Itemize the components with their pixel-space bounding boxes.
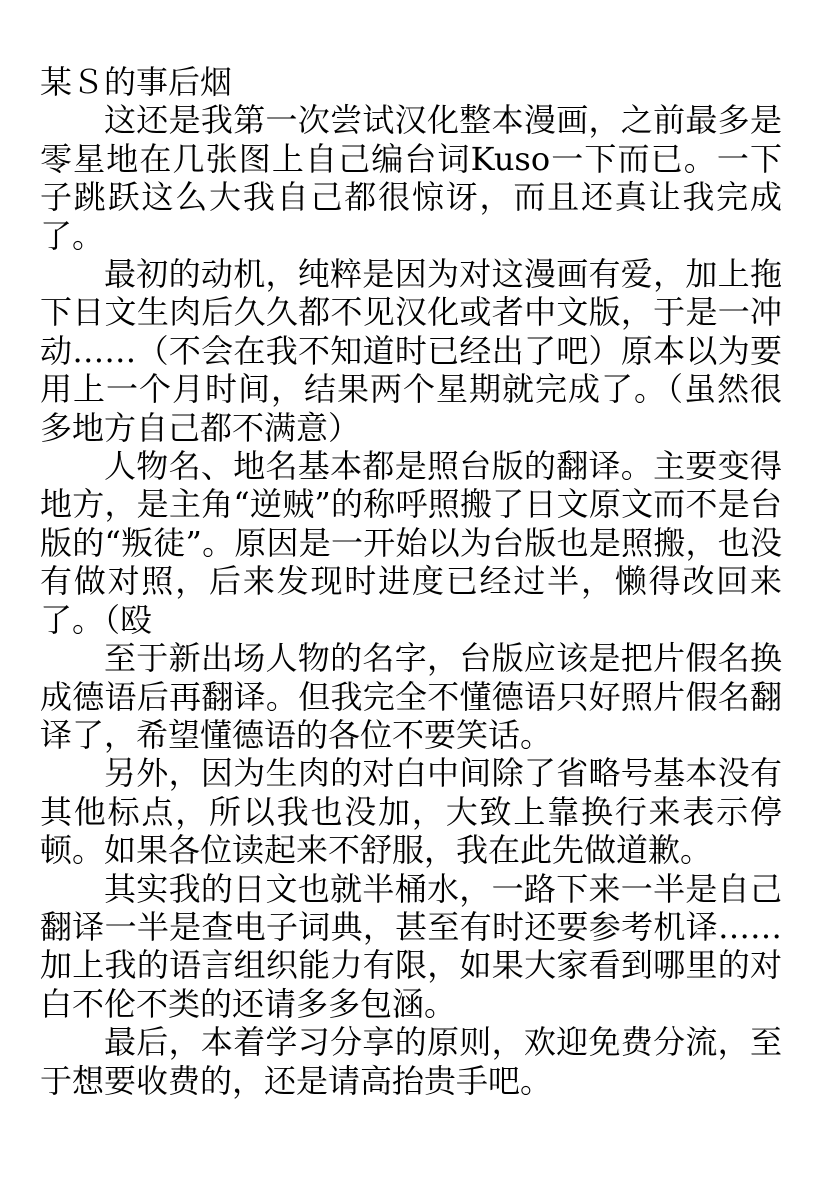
paragraph-sharing: 最后，本着学习分享的原则，欢迎免费分流，至于想要收费的，还是请高抬贵手吧。 bbox=[40, 1023, 782, 1100]
paragraph-motivation: 最初的动机，纯粹是因为对这漫画有爱，加上拖下日文生肉后久久都不见汉化或者中文版，于是一冲动……（不会在我不知道时已经出了吧）原本以为要用上一个月时间，结果两个星期就完成了。（虽然很多地方自己都不满意） bbox=[40, 255, 782, 447]
paragraph-japanese-level: 其实我的日文也就半桶水，一路下来一半是自己翻译一半是查电子词典，甚至有时还要参考机译……加上我的语言组织能力有限，如果大家看到哪里的对白不伦不类的还请多多包涵。 bbox=[40, 869, 782, 1023]
note-title: 某Ｓ的事后烟 bbox=[40, 63, 233, 101]
paragraph-punctuation: 另外，因为生肉的对白中间除了省略号基本没有其他标点，所以我也没加，大致上靠换行来表示停顿。如果各位读起来不舒服，我在此先做道歉。 bbox=[40, 754, 782, 870]
translator-note-page bbox=[40, 63, 782, 1100]
paragraph-naming: 人物名、地名基本都是照台版的翻译。主要变得地方，是主角“逆贼”的称呼照搬了日文原文而不是台版的“叛徒”。原因是一开始以为台版也是照搬，也没有做对照，后来发现时进度已经过半，懒得改回来了。（殴 bbox=[40, 447, 782, 639]
paragraph-new-characters: 至于新出场人物的名字，台版应该是把片假名换成德语后再翻译。但我完全不懂德语只好照片假名翻译了，希望懂德语的各位不要笑话。 bbox=[40, 639, 782, 754]
paragraph-first-attempt: 这还是我第一次尝试汉化整本漫画，之前最多是零星地在几张图上自己编台词Kuso一下而已。一下子跳跃这么大我自己都很惊讶，而且还真让我完成了。 bbox=[40, 101, 782, 255]
